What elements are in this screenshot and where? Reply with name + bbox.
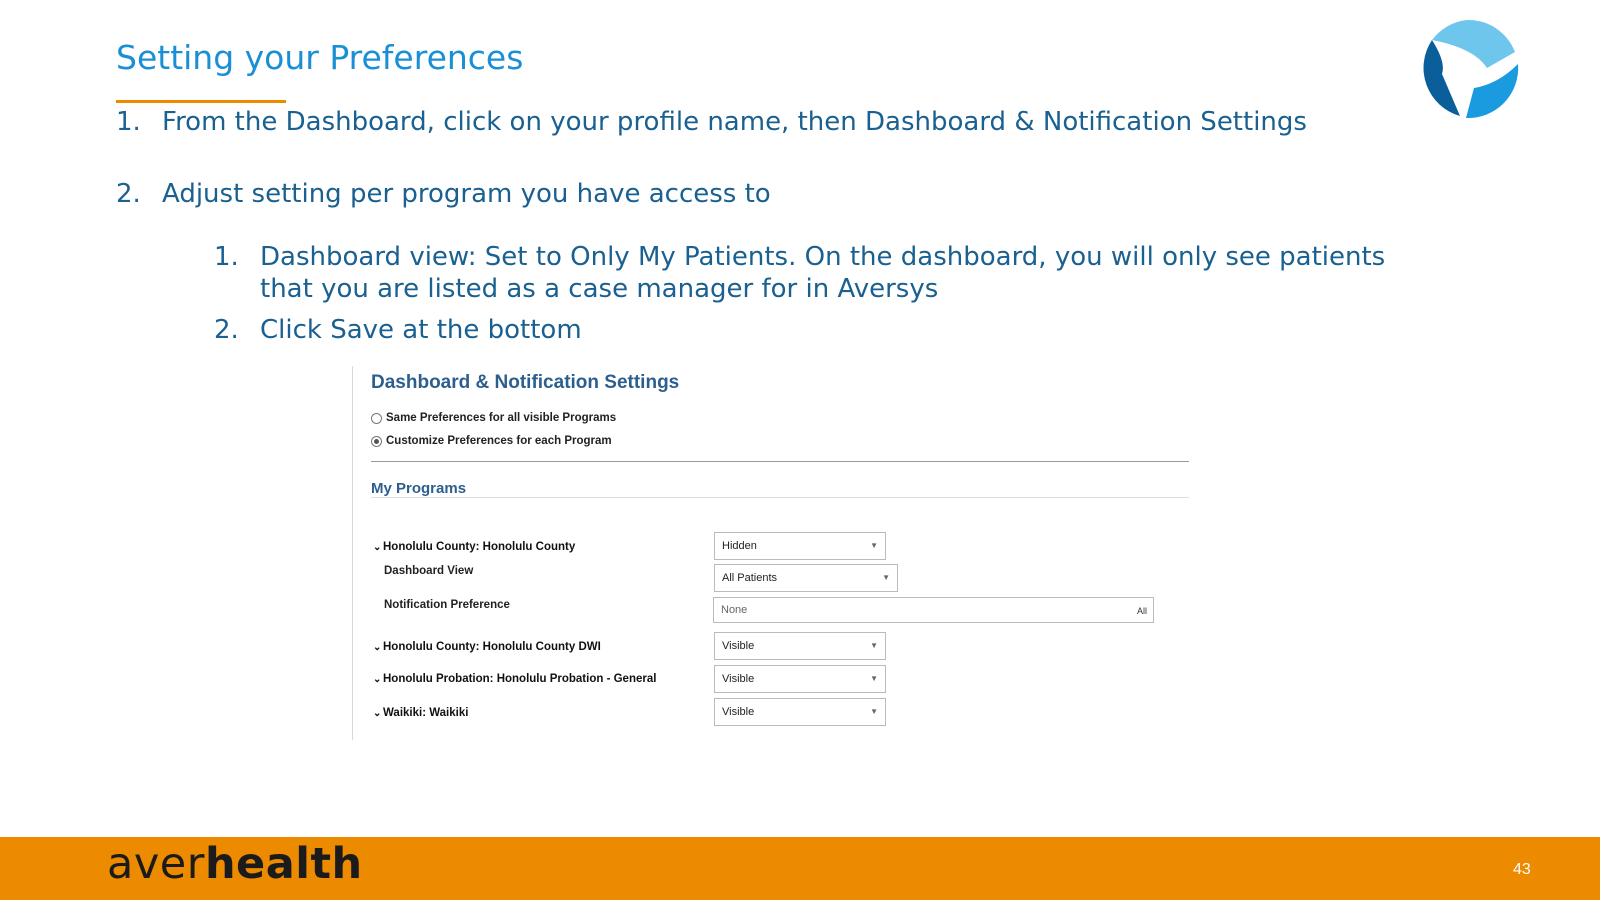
notification-preference-label: Notification Preference [384, 599, 510, 611]
substep-1 [214, 241, 1385, 305]
select-value: Visible [722, 673, 755, 685]
dropdown-caret-icon: ▼ [870, 674, 878, 683]
chevron-down-icon: ⌄ [373, 673, 382, 685]
dashboard-view-select[interactable] [714, 564, 898, 592]
substep-1-line2: that you are listed as a case manager for in Aversys [260, 274, 939, 304]
substep-2-text: Click Save at the bottom [260, 315, 582, 345]
substep-2-number: 2. [214, 315, 239, 345]
select-all-link[interactable]: All [1136, 606, 1147, 616]
select-value: Visible [722, 706, 755, 718]
visibility-select-waikiki[interactable] [714, 698, 886, 726]
step-2-number: 2. [116, 179, 141, 209]
radio-unchecked-icon [371, 413, 382, 424]
substep-1-line1: Dashboard view: Set to Only My Patients. On the dashboard, you will only see patients [260, 242, 1386, 272]
select-value: Visible [722, 640, 755, 652]
radio-custom-label: Customize Preferences for each Program [386, 435, 612, 447]
select-value: All Patients [722, 572, 778, 584]
settings-screenshot [352, 366, 1194, 740]
substep-1-number: 1. [214, 242, 239, 272]
visibility-select-honolulu-county[interactable] [714, 532, 886, 560]
radio-customize-preferences[interactable] [371, 435, 612, 447]
title-underline [116, 100, 286, 103]
radio-same-preferences[interactable] [371, 412, 616, 424]
visibility-select-honolulu-county-dwi[interactable] [714, 632, 886, 660]
notification-preference-input[interactable] [713, 597, 1154, 623]
visibility-select-honolulu-probation[interactable] [714, 665, 886, 693]
dropdown-caret-icon: ▼ [870, 641, 878, 650]
brand-light: aver [107, 839, 205, 889]
program-toggle-honolulu-county[interactable] [373, 541, 575, 553]
select-value: Hidden [722, 540, 757, 552]
step-1 [116, 106, 1307, 138]
radio-same-label: Same Preferences for all visible Programs [386, 412, 617, 424]
slide-title: Setting your Preferences [116, 38, 524, 77]
chevron-down-icon: ⌄ [373, 641, 382, 653]
brand-logo [107, 839, 363, 889]
my-programs-title: My Programs [371, 480, 467, 497]
program-toggle-honolulu-probation[interactable] [373, 673, 656, 685]
settings-title: Dashboard & Notification Settings [371, 372, 680, 393]
dashboard-view-label: Dashboard View [384, 565, 474, 577]
step-1-number: 1. [116, 107, 141, 137]
step-2 [116, 178, 771, 210]
section-divider [371, 497, 1189, 498]
program-toggle-honolulu-county-dwi[interactable] [373, 641, 601, 653]
program-name: Waikiki: Waikiki [383, 707, 469, 719]
notification-value: None [721, 604, 748, 616]
dropdown-caret-icon: ▼ [882, 573, 890, 582]
logo-icon [1414, 16, 1520, 120]
step-1-text: From the Dashboard, click on your profile name, then Dashboard & Notification Settings [162, 107, 1307, 137]
dropdown-caret-icon: ▼ [870, 541, 878, 550]
program-name: Honolulu Probation: Honolulu Probation - General [383, 673, 657, 685]
step-2-text: Adjust setting per program you have access to [162, 179, 771, 209]
footer-bar [0, 837, 1600, 900]
program-name: Honolulu County: Honolulu County [383, 541, 576, 553]
radio-checked-icon [371, 436, 382, 447]
substep-2 [214, 314, 582, 346]
chevron-down-icon: ⌄ [373, 707, 382, 719]
brand-bold: health [204, 839, 363, 889]
chevron-down-icon: ⌄ [373, 541, 382, 553]
divider [371, 461, 1189, 462]
program-name: Honolulu County: Honolulu County DWI [383, 641, 601, 653]
dropdown-caret-icon: ▼ [870, 707, 878, 716]
page-number: 43 [1513, 861, 1531, 878]
program-toggle-waikiki[interactable] [373, 707, 468, 719]
